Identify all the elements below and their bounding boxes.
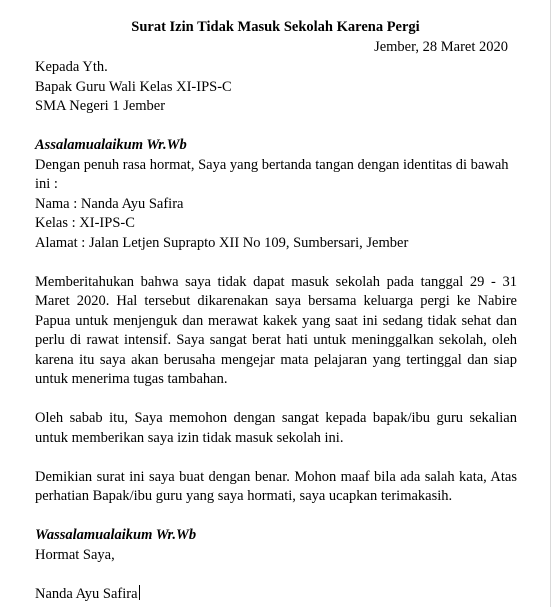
- paragraph-reason: Memberitahukan bahwa saya tidak dapat masuk sekolah pada tanggal 29 - 31 Maret 2020. Hal tersebut dikarenakan saya bersama keluarga pergi ke Nabire Papua untuk menjenguk dan merawat kakek yang saat ini sedang tidak sehat dan perlu di rawat intensif. Saya sangat berat hati untuk meninggalkan sekolah, oleh karena itu saya akan berusaha mengejar mata pelajaran yang tertinggal dan siap untuk menerima tugas tambahan.: [35, 273, 517, 387]
- paragraph-request: Oleh sabab itu, Saya memohon dengan sangat kepada bapak/ibu guru sekalian untuk memberikan saya izin tidak masuk sekolah ini.: [35, 410, 517, 446]
- closing-greeting: Wassalamualaikum Wr.Wb: [35, 527, 197, 543]
- place-date: Jember, 28 Maret 2020: [374, 39, 508, 55]
- blank-line: [35, 117, 517, 137]
- closing-text: Hormat Saya,: [35, 546, 115, 563]
- signature-name: Nanda Ayu Safira: [35, 585, 138, 602]
- identity-name: Nama : Nanda Ayu Safira: [35, 195, 184, 212]
- recipient-line-1: Kepada Yth.: [35, 59, 108, 75]
- opening-greeting: Assalamualaikum Wr.Wb: [35, 137, 187, 153]
- blank-line: [35, 507, 517, 527]
- recipient-line-3: SMA Negeri 1 Jember: [35, 98, 166, 114]
- letter-title: Surat Izin Tidak Masuk Sekolah Karena Pergi: [131, 19, 420, 35]
- identity-class: Kelas : XI-IPS-C: [35, 215, 135, 231]
- blank-line: [35, 390, 517, 410]
- blank-line: [35, 448, 517, 468]
- intro-line-2: ini :: [35, 176, 58, 192]
- letter-body: [35, 58, 517, 604]
- text-cursor: [139, 585, 140, 600]
- intro-line-1: Dengan penuh rasa hormat, Saya yang bertanda tangan dengan identitas di bawah: [35, 156, 509, 173]
- signature-line[interactable]: [35, 585, 517, 605]
- recipient-line-2: Bapak Guru Wali Kelas XI-IPS-C: [35, 78, 232, 95]
- blank-line: [35, 565, 517, 585]
- paragraph-closing: Demikian surat ini saya buat dengan benar. Mohon maaf bila ada salah kata, Atas perhatian Bapak/ibu guru yang saya hormati, saya ucapkan terimakasih.: [35, 468, 517, 504]
- blank-line: [35, 253, 517, 273]
- identity-address: Alamat : Jalan Letjen Suprapto XII No 109, Sumbersari, Jember: [35, 234, 409, 251]
